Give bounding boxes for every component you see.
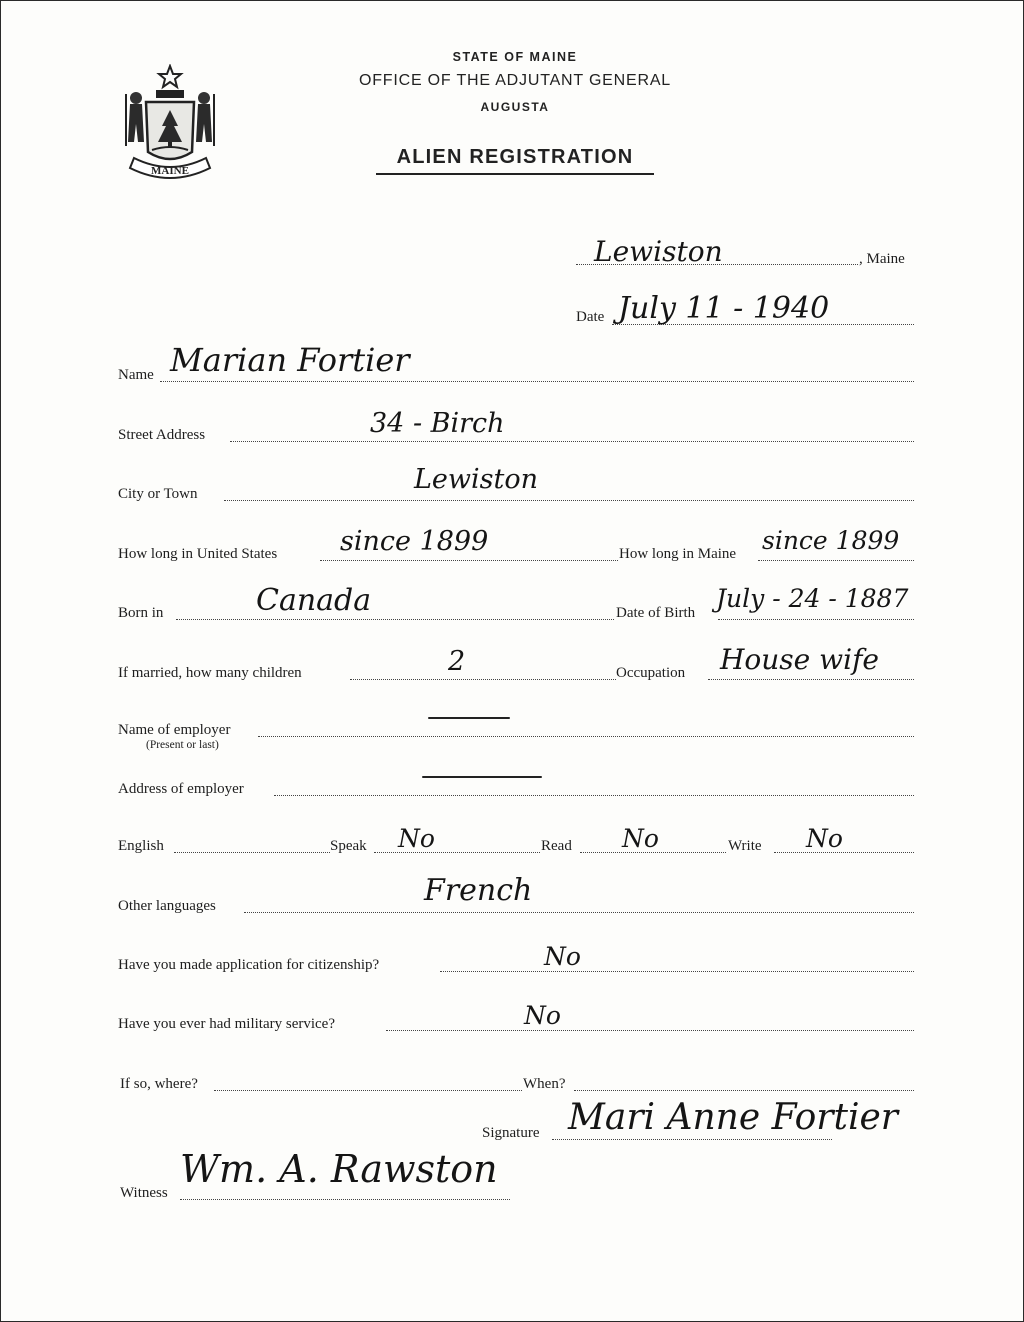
employer-address-line xyxy=(274,795,914,796)
how-long-us-line xyxy=(320,560,618,561)
where-label: If so, where? xyxy=(120,1076,198,1092)
dob-entry[interactable]: July - 24 - 1887 xyxy=(716,584,909,613)
city-heading: AUGUSTA xyxy=(480,100,550,114)
title-underline xyxy=(376,173,654,175)
state-heading: STATE OF MAINE xyxy=(452,50,578,64)
state-seal-icon xyxy=(118,64,222,188)
how-long-maine-label: How long in Maine xyxy=(619,546,737,562)
employer-note: (Present or last) xyxy=(146,739,219,751)
born-in-label: Born in xyxy=(118,605,164,621)
military-line xyxy=(386,1030,914,1031)
children-label: If married, how many children xyxy=(118,665,302,681)
other-lang-label: Other languages xyxy=(118,898,216,914)
read-entry[interactable]: No xyxy=(622,824,659,853)
english-line xyxy=(174,852,330,853)
speak-label: Speak xyxy=(330,838,367,854)
office-heading: OFFICE OF THE ADJUTANT GENERAL xyxy=(358,72,672,89)
other-lang-line xyxy=(244,912,914,913)
speak-entry[interactable]: No xyxy=(398,824,435,853)
street-label: Street Address xyxy=(118,427,206,443)
english-label: English xyxy=(118,838,164,854)
employer-dash[interactable] xyxy=(428,717,510,719)
other-lang-entry[interactable]: French xyxy=(424,873,533,908)
street-line xyxy=(230,441,914,442)
citizenship-label: Have you made application for citizenship? xyxy=(118,957,380,973)
witness-line xyxy=(180,1199,510,1200)
employer-address-dash[interactable] xyxy=(422,776,542,778)
witness-label: Witness xyxy=(120,1185,168,1201)
military-label: Have you ever had military service? xyxy=(118,1016,335,1032)
date-entry[interactable]: July 11 - 1940 xyxy=(618,291,830,326)
military-entry[interactable]: No xyxy=(524,1001,561,1030)
street-entry[interactable]: 34 - Birch xyxy=(370,408,505,439)
name-entry[interactable]: Marian Fortier xyxy=(170,341,410,379)
citizenship-line xyxy=(440,971,914,972)
write-entry[interactable]: No xyxy=(806,824,843,853)
how-long-maine-entry[interactable]: since 1899 xyxy=(762,526,900,555)
when-line xyxy=(574,1090,914,1091)
write-line xyxy=(774,852,914,853)
occupation-label: Occupation xyxy=(616,665,686,681)
name-label: Name xyxy=(118,367,154,383)
date-label: Date xyxy=(576,309,605,325)
signature-entry[interactable]: Mari Anne Fortier xyxy=(568,1097,898,1138)
citizenship-entry[interactable]: No xyxy=(544,942,581,971)
read-label: Read xyxy=(541,838,572,854)
signature-label: Signature xyxy=(482,1125,540,1141)
employer-line xyxy=(258,736,914,737)
town-entry[interactable]: Lewiston xyxy=(594,235,723,268)
occupation-entry[interactable]: House wife xyxy=(720,643,880,676)
form-title: ALIEN REGISTRATION xyxy=(396,146,634,168)
name-line xyxy=(160,381,914,382)
city-label: City or Town xyxy=(118,486,198,502)
seal-motto: MAINE xyxy=(151,165,189,177)
signature-line xyxy=(552,1139,832,1140)
where-line xyxy=(214,1090,522,1091)
children-line xyxy=(350,679,616,680)
occupation-line xyxy=(708,679,914,680)
born-in-line xyxy=(176,619,614,620)
write-label: Write xyxy=(728,838,762,854)
witness-entry[interactable]: Wm. A. Rawston xyxy=(180,1147,498,1191)
born-in-entry[interactable]: Canada xyxy=(256,583,372,618)
how-long-us-label: How long in United States xyxy=(118,546,278,562)
maine-label: , Maine xyxy=(859,251,905,267)
dob-line xyxy=(718,619,914,620)
when-label: When? xyxy=(523,1076,566,1092)
children-entry[interactable]: 2 xyxy=(448,646,466,677)
city-entry[interactable]: Lewiston xyxy=(414,464,539,495)
city-line xyxy=(224,500,914,501)
dob-label: Date of Birth xyxy=(616,605,696,621)
how-long-maine-line xyxy=(758,560,914,561)
employer-label: Name of employer xyxy=(118,722,231,738)
how-long-us-entry[interactable]: since 1899 xyxy=(340,526,489,557)
employer-address-label: Address of employer xyxy=(118,781,244,797)
